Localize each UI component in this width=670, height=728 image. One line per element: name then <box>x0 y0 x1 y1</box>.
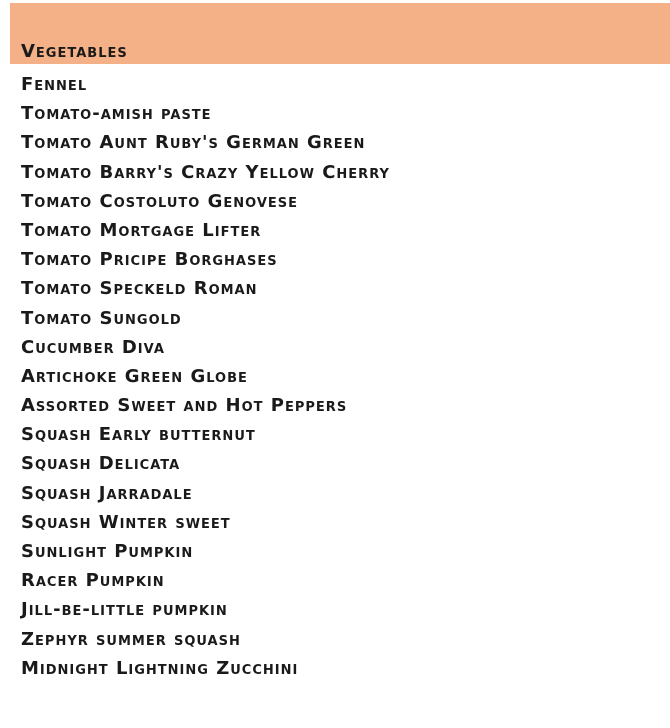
list-item: Zephyr summer squash <box>21 628 241 650</box>
list-item: Tomato Sungold <box>21 307 182 329</box>
list-item: Squash Delicata <box>21 453 181 475</box>
list-item: Jill-be-little pumpkin <box>21 599 228 621</box>
list-item: Tomato-amish paste <box>21 103 212 125</box>
list-item: Cucumber Diva <box>21 336 165 358</box>
list-item: Tomato Aunt Ruby's German Green <box>21 132 366 154</box>
list-item: Fennel <box>21 74 88 95</box>
list-item: Racer Pumpkin <box>21 570 165 592</box>
vegetable-list <box>21 74 661 687</box>
list-item: Tomato Mortgage Lifter <box>21 219 262 241</box>
list-item: Sunlight Pumpkin <box>21 541 194 562</box>
section-title: Vegetables <box>21 41 128 62</box>
list-item: Midnight Lightning Zucchini <box>21 657 299 679</box>
list-item: Artichoke Green Globe <box>21 365 248 387</box>
list-item: Squash Early butternut <box>21 424 256 446</box>
list-item: Squash Winter sweet <box>21 511 231 533</box>
list-item: Assorted Sweet and Hot Peppers <box>21 395 348 417</box>
list-item: Tomato Speckeld Roman <box>21 278 258 300</box>
list-item: Tomato Pricipe Borghases <box>21 249 278 271</box>
list-item: Tomato Barry's Crazy Yellow Cherry <box>21 161 390 183</box>
list-item: Tomato Costoluto Genovese <box>21 190 299 212</box>
list-item: Squash Jarradale <box>21 482 193 504</box>
